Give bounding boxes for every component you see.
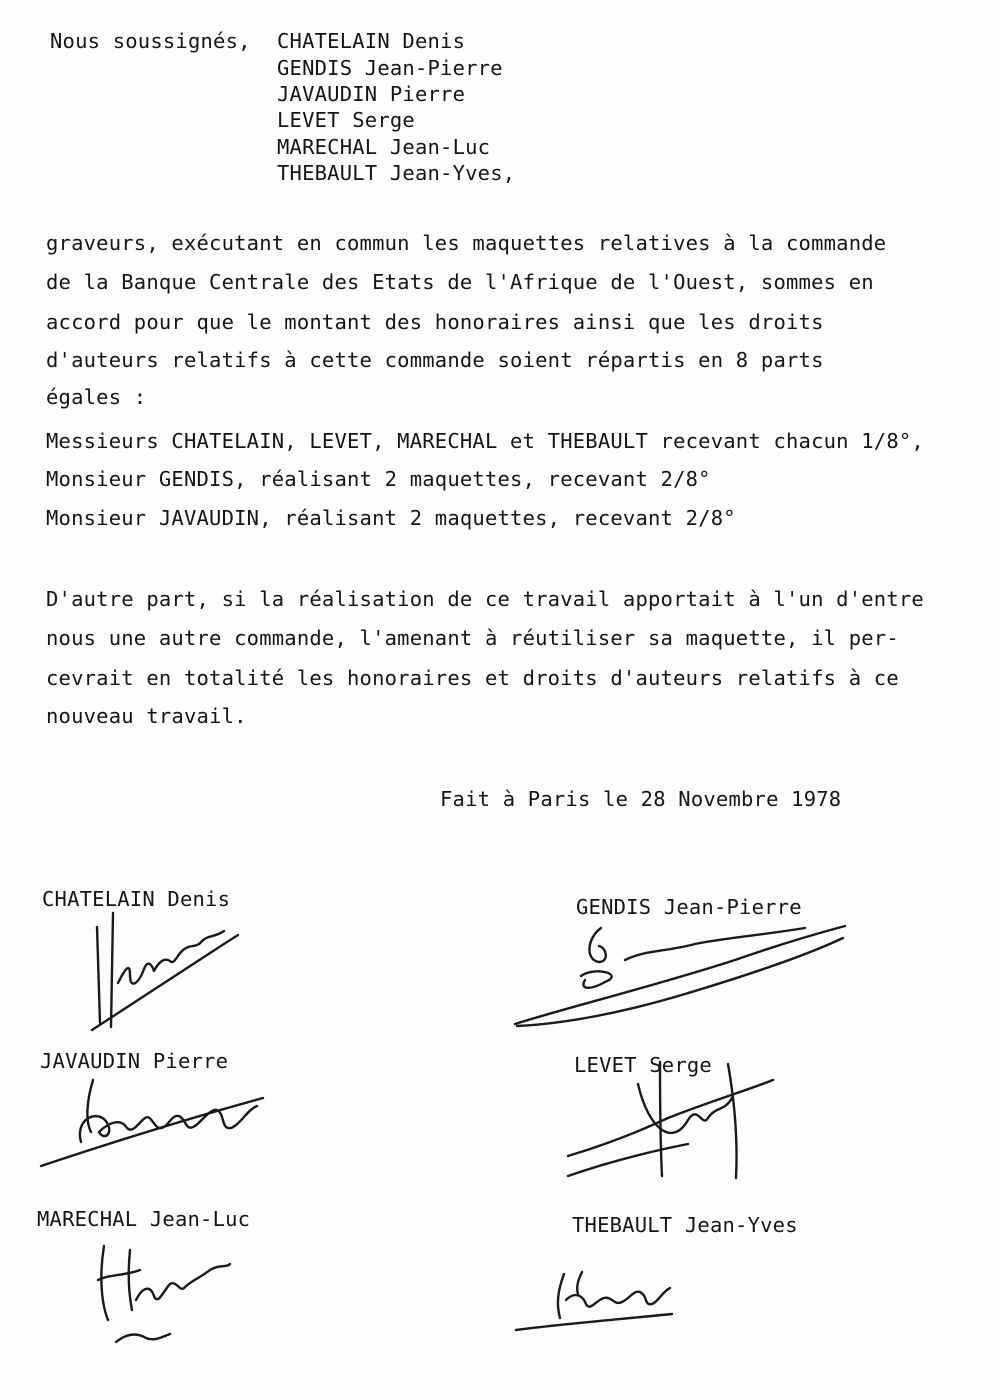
signatory-name: THEBAULT Jean-Yves, bbox=[277, 161, 516, 185]
signature-label-javaudin: JAVAUDIN Pierre bbox=[40, 1049, 229, 1073]
signature-label-chatelain: CHATELAIN Denis bbox=[42, 887, 231, 911]
signatory-name: CHATELAIN Denis bbox=[277, 29, 466, 53]
signatory-name: JAVAUDIN Pierre bbox=[277, 82, 466, 106]
signature-levet bbox=[548, 1058, 778, 1188]
body-line: d'auteurs relatifs à cette commande soient répartis en 8 parts bbox=[46, 348, 824, 372]
signature-label-thebault: THEBAULT Jean-Yves bbox=[572, 1213, 798, 1237]
share-line: Monsieur JAVAUDIN, réalisant 2 maquettes, recevant 2/8° bbox=[46, 506, 736, 530]
signature-chatelain bbox=[78, 905, 258, 1040]
share-line: Messieurs CHATELAIN, LEVET, MARECHAL et THEBAULT recevant chacun 1/8°, bbox=[46, 429, 924, 453]
signature-label-levet: LEVET Serge bbox=[574, 1053, 712, 1077]
signatory-name: GENDIS Jean-Pierre bbox=[277, 56, 503, 80]
signatory-name: MARECHAL Jean-Luc bbox=[277, 135, 491, 159]
body-line: accord pour que le montant des honoraires ainsi que les droits bbox=[46, 310, 824, 334]
signature-marechal bbox=[70, 1240, 240, 1355]
signature-gendis bbox=[505, 920, 855, 1040]
body-line: de la Banque Centrale des Etats de l'Afrique de l'Ouest, sommes en bbox=[46, 270, 874, 294]
body-line: D'autre part, si la réalisation de ce travail apportait à l'un d'entre bbox=[46, 587, 924, 611]
intro-text: Nous soussignés, bbox=[50, 29, 251, 53]
signature-label-gendis: GENDIS Jean-Pierre bbox=[576, 895, 802, 919]
body-line: nous une autre commande, l'amenant à réutiliser sa maquette, il per- bbox=[46, 626, 899, 650]
place-date: Fait à Paris le 28 Novembre 1978 bbox=[440, 787, 842, 811]
signature-thebault bbox=[512, 1270, 692, 1340]
signatory-name: LEVET Serge bbox=[277, 108, 415, 132]
signature-label-marechal: MARECHAL Jean-Luc bbox=[37, 1207, 251, 1231]
body-line: nouveau travail. bbox=[46, 704, 247, 728]
share-line: Monsieur GENDIS, réalisant 2 maquettes, recevant 2/8° bbox=[46, 467, 711, 491]
body-line: graveurs, exécutant en commun les maquettes relatives à la commande bbox=[46, 231, 887, 255]
signature-javaudin bbox=[35, 1070, 285, 1180]
body-line: égales : bbox=[46, 385, 147, 409]
body-line: cevrait en totalité les honoraires et droits d'auteurs relatifs à ce bbox=[46, 666, 899, 690]
